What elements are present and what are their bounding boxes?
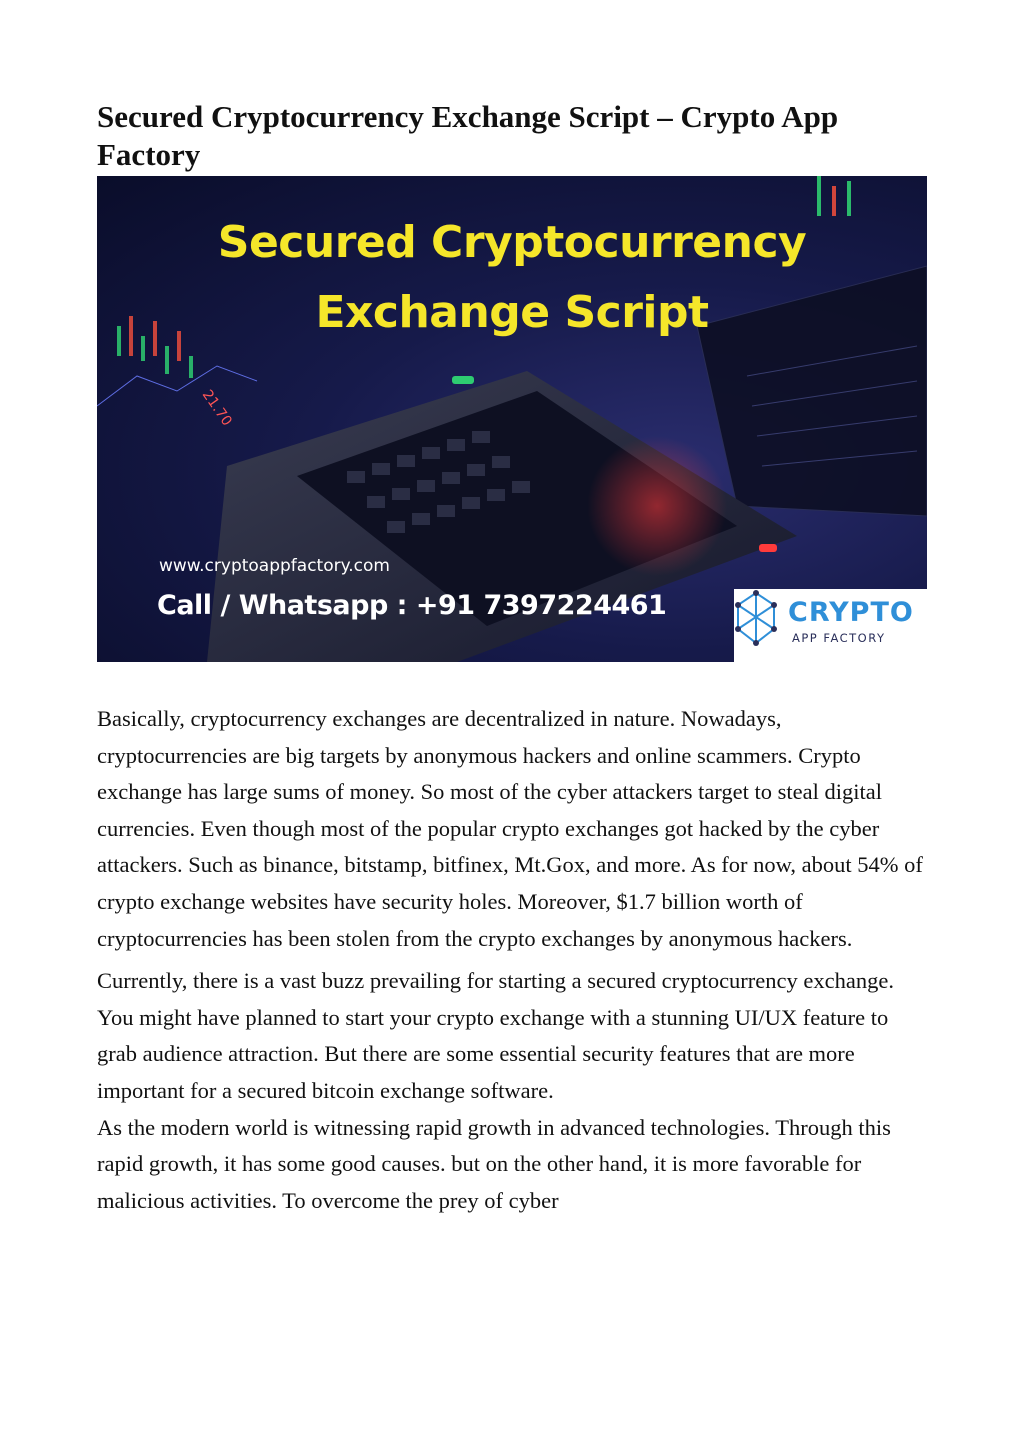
crypto-app-factory-logo — [734, 589, 927, 662]
banner-headline-line1: Secured Cryptocurrency — [217, 217, 807, 268]
banner-headline-line2: Exchange Script — [315, 287, 709, 338]
article-body — [97, 701, 927, 1219]
paragraph-3: As the modern world is witnessing rapid growth in advanced technologies. Through this rapid growth, it has some good causes. but on the other hand, it is more favorable for malicious activities. To overcome the prey of cyber — [97, 1114, 891, 1213]
banner-url: www.cryptoappfactory.com — [159, 556, 390, 576]
logo-wordmark: CRYPTO — [788, 597, 914, 628]
paragraph-1: Basically, cryptocurrency exchanges are decentralized in nature. Nowadays, cryptocurrencies are big targets by anonymous hackers and online scammers. Crypto exchange has large sums of money. So most of the cyber attackers target to steal digital currencies. Even though most of the popular crypto exchanges got hacked by the cyber attackers. Such as binance, bitstamp, bitfinex, Mt.Gox, and more. As for now, about 54% of crypto exchange websites have security holes. Moreover, $1.7 billion worth of cryptocurrencies has been stolen from the crypto exchanges by anonymous hackers. — [97, 706, 923, 951]
page-title: Secured Cryptocurrency Exchange Script – Crypto App Factory — [97, 99, 839, 172]
banner-image — [97, 176, 927, 662]
logo-network-icon — [734, 589, 778, 649]
paragraph-2: Currently, there is a vast buzz prevailing for starting a secured cryptocurrency exchange. You might have planned to start your crypto exchange with a stunning UI/UX feature to grab audience attraction. But there are some essential security features that are more important for a secured bitcoin exchange software. — [97, 968, 894, 1103]
logo-subtitle: APP FACTORY — [792, 631, 886, 645]
ticker-label: 21.70 — [198, 387, 235, 430]
banner-call-number: Call / Whatsapp : +91 7397224461 — [157, 590, 667, 621]
